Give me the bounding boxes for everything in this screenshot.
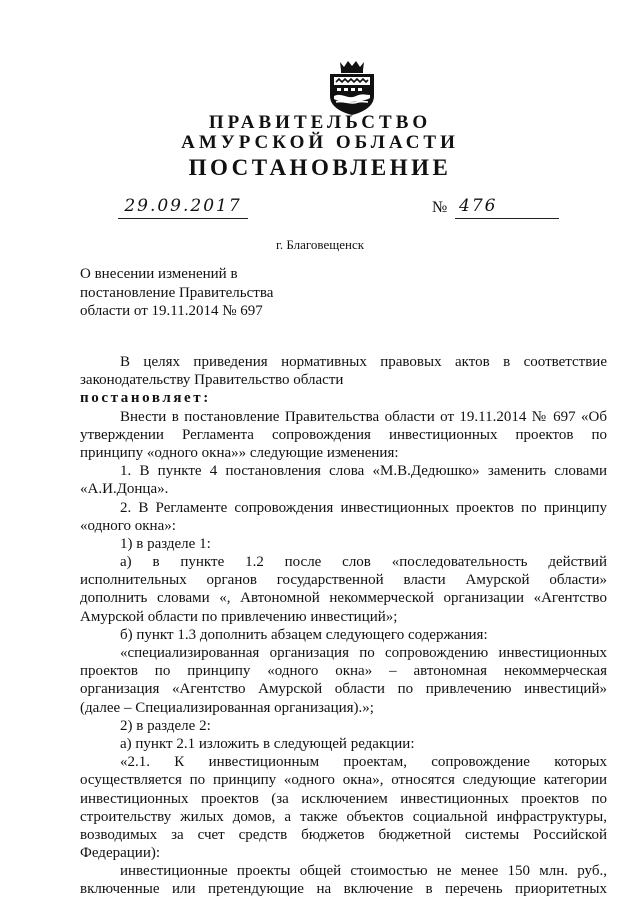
body-line: 1. В пункте 4 постановления слова «М.В.Дедюшко» заменить словами: [120, 463, 607, 480]
body-line: законодательству Правительство области: [80, 372, 344, 389]
org-name-line1: ПРАВИТЕЛЬСТВО: [208, 112, 432, 133]
body-line: а) пункт 2.1 изложить в следующей редакции:: [120, 735, 415, 752]
body-line: принципу «одного окна»» следующие изменения:: [80, 444, 399, 461]
body-line: утверждении Регламента сопровождения инвестиционных проектов по: [80, 426, 607, 443]
body-line: б) пункт 1.3 дополнить абзацем следующего содержания:: [120, 626, 488, 643]
body-line: организация «Агентство Амурской области по привлечению инвестиций»: [80, 681, 607, 698]
body-line: 2) в разделе 2:: [120, 717, 211, 734]
body-line-resolves: постановляет:: [80, 390, 211, 407]
document-body: [80, 353, 607, 899]
org-name-line2: АМУРСКОЙ ОБЛАСТИ: [181, 132, 459, 153]
subject-line: области от 19.11.2014 № 697: [80, 303, 263, 319]
body-line: проектов по принципу «одного окна» – автономная некоммерческая: [80, 663, 607, 680]
body-line: 1) в разделе 1:: [120, 535, 211, 552]
body-line: «одного окна»:: [80, 517, 176, 534]
number-label: №: [432, 199, 448, 216]
body-line: «специализированная организация по сопровождению инвестиционных: [120, 645, 607, 661]
body-line: а) в пункте 1.2 после слов «последовательность действий: [120, 554, 607, 571]
body-line: (далее – Специализированная организация).»;: [80, 699, 374, 716]
subject-block: [80, 265, 273, 321]
body-line: включенные или претендующие на включение в перечень приоритетных: [80, 881, 607, 898]
body-line: Внести в постановление Правительства области от 19.11.2014 № 697 «Об: [120, 408, 607, 425]
subject-line: О внесении изменений в: [80, 266, 238, 282]
document-date: 29.09.2017: [118, 196, 248, 219]
subject-line: постановление Правительства: [80, 284, 274, 301]
body-line: В целях приведения нормативных правовых актов в соответствие: [120, 354, 607, 370]
body-line: исполнительных органов государственной власти Амурской области»: [80, 572, 607, 589]
body-line: инвестиционных проектов (за исключением инвестиционных проектов по: [80, 790, 607, 807]
city: г. Благовещенск: [275, 237, 365, 252]
body-line: осуществляется по принципу «одного окна», относятся следующие категории: [80, 772, 607, 789]
body-line: Амурской области по привлечению инвестиций»;: [80, 608, 398, 625]
coat-of-arms-icon: [326, 58, 378, 116]
body-line: Федерации):: [80, 845, 161, 862]
body-line: дополнить словами «, Автономной некоммерческой организации «Агентство: [80, 590, 607, 607]
body-line: «А.И.Донца».: [80, 481, 169, 498]
document-number: 476: [455, 196, 559, 219]
body-line: инвестиционные проекты общей стоимостью не менее 150 млн. руб.,: [120, 863, 607, 880]
body-line: возводимых за счет средств бюджетов бюджетной системы Российской: [80, 826, 607, 843]
document-type: ПОСТАНОВЛЕНИЕ: [188, 155, 452, 180]
body-line: строительству жилых домов, а также объектов социальной инфраструктуры,: [80, 808, 607, 825]
body-line: «2.1. К инвестиционным проектам, сопровождение которых: [120, 754, 607, 771]
body-line: 2. В Регламенте сопровождения инвестиционных проектов по принципу: [120, 499, 607, 516]
